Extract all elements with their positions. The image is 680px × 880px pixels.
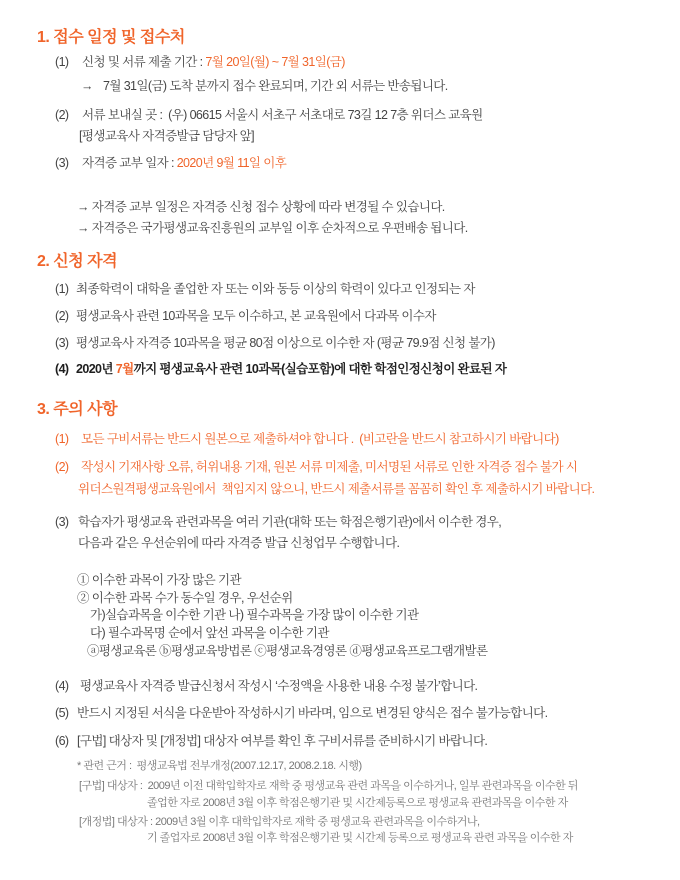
issue-date-item xyxy=(55,154,286,172)
eligibility-item xyxy=(55,280,475,298)
note-text: → 자격증은 국가평생교육진흥원의 교부일 이후 순차적으로 우편배송 됩니다. xyxy=(77,221,468,235)
required-course-order xyxy=(87,642,487,660)
item-number: (4) xyxy=(55,362,69,376)
item-text: 2020년 xyxy=(76,362,113,376)
note-text: → 자격증 교부 일정은 자격증 신청 접수 상황에 따라 변경될 수 있습니다. xyxy=(77,200,445,214)
footnote-text: 2009년 3월 이후 대학입학자로 재학 중 평생교육 관련과목을 이수하거나, xyxy=(155,816,480,828)
item-text: 까지 평생교육사 관련 10과목(실습포함)에 대한 학점인정신청이 완료된 자 xyxy=(133,362,507,376)
item-number: (6) xyxy=(55,734,69,748)
footnote-text: 졸업한 자로 2008년 3월 이후 학점은행기관 및 시간제등록으로 평생교육 관련과목을 이수한 자 xyxy=(147,797,568,809)
issue-date-value: 2020년 9월 11일 이후 xyxy=(176,156,287,170)
caution-item xyxy=(55,732,487,750)
application-period-item xyxy=(55,53,345,71)
item-number: (1) xyxy=(55,282,69,296)
issue-date-label: 자격증 교부 일자 : xyxy=(82,156,174,170)
item-text: 모든 구비서류는 반드시 원본으로 제출하셔야 합니다 . (비고란을 반드시 참고하시기 바랍니다) xyxy=(81,432,559,446)
delivery-note xyxy=(77,219,468,237)
issue-schedule-note xyxy=(77,198,445,216)
caution-item-continuation xyxy=(78,534,399,552)
recipient-text: [평생교육사 자격증발급 담당자 앞] xyxy=(79,129,255,143)
footnote-text: 2009년 이전 대학입학자로 재학 중 평생교육 관련 과목을 이수하거나, 일부 관련과목을 이수한 뒤 xyxy=(147,780,578,792)
item-number: (2) xyxy=(55,309,69,323)
item-text: 다음과 같은 우선순위에 따라 자격증 발급 신청업무 수행합니다. xyxy=(78,536,400,550)
section-heading-schedule: 1. 접수 일정 및 접수처 xyxy=(37,29,185,46)
new-law-label: [개정법] 대상자 : xyxy=(79,816,153,828)
item-number: (2) xyxy=(55,460,69,474)
priority-text: 가)실습과목을 이수한 기관 나) 필수과목을 가장 많이 이수한 기관 xyxy=(90,608,419,622)
item-number: (1) xyxy=(55,55,69,69)
item-text: 반드시 지정된 서식을 다운받아 작성하시기 바라며, 임으로 변경된 양식은 접수 불가능합니다. xyxy=(77,706,548,720)
item-text: 평생교육사 자격증 10과목을 평균 80점 이상으로 이수한 자 (평균 79.9점 신청 불가) xyxy=(76,336,495,350)
caution-item xyxy=(55,704,548,722)
item-number: (1) xyxy=(55,432,69,446)
priority-text: ① 이수한 과목이 가장 많은 기관 xyxy=(77,573,241,587)
item-number: (3) xyxy=(55,156,69,170)
old-law-label: [구법] 대상자 : xyxy=(79,780,143,792)
item-text: 평생교육사 관련 10과목을 모두 이수하고, 본 교육원에서 다과목 이수자 xyxy=(76,309,436,323)
mailing-recipient xyxy=(79,127,254,145)
priority-rule xyxy=(77,571,241,589)
item-number: (3) xyxy=(55,515,69,529)
priority-rule xyxy=(77,589,293,607)
legal-basis-note xyxy=(77,759,362,773)
item-text: [구법] 대상자 및 [개정법] 대상자 여부를 확인 후 구비서류를 준비하시기 바랍니다. xyxy=(77,734,488,748)
item-text: 최종학력이 대학을 졸업한 자 또는 이와 동등 이상의 학력이 있다고 인정되는 자 xyxy=(76,282,475,296)
footnote-text: 기 졸업자로 2008년 3월 이후 학점은행기관 및 시간제 등록으로 평생교육 관련 과목을 이수한 자 xyxy=(147,832,573,844)
caution-item-continuation xyxy=(78,480,594,498)
deadline-month-highlight: 7월 xyxy=(115,362,134,376)
priority-text: 다) 필수과목명 순에서 앞선 과목을 이수한 기관 xyxy=(90,626,329,640)
item-text: 위더스원격평생교육원에서 책임지지 않으니, 반드시 제출서류를 꼼꼼히 확인 후 제출하시기 바랍니다. xyxy=(78,482,595,496)
priority-subrule xyxy=(90,624,329,642)
item-number: (4) xyxy=(55,679,69,693)
section-heading-eligibility: 2. 신청 자격 xyxy=(37,253,118,270)
item-number: (3) xyxy=(55,336,69,350)
application-period-note xyxy=(81,77,448,95)
item-number: (2) xyxy=(55,108,69,122)
mailing-address-item xyxy=(55,106,483,124)
mailing-address-value: (우) 06615 서울시 서초구 서초대로 73길 12 7층 위더스 교육원 xyxy=(165,108,483,122)
eligibility-item xyxy=(55,307,436,325)
priority-subrule xyxy=(90,606,418,624)
mailing-address-label: 서류 보내실 곳 : xyxy=(82,108,163,122)
eligibility-item xyxy=(55,360,506,378)
item-text: 학습자가 평생교육 관련과목을 여러 기관(대학 또는 학점은행기관)에서 이수한 경우, xyxy=(78,515,502,529)
priority-text: ② 이수한 과목 수가 동수일 경우, 우선순위 xyxy=(77,591,293,605)
note-text: 7월 31일(금) 도착 분까지 접수 완료되며, 기간 외 서류는 반송됩니다. xyxy=(103,79,448,93)
eligibility-item xyxy=(55,334,495,352)
new-law-definition xyxy=(79,815,480,829)
caution-item xyxy=(55,430,559,448)
item-text: 평생교육사 자격증 발급신청서 작성시 ‘수정액을 사용한 내용 수정 불가’합니다. xyxy=(80,679,478,693)
priority-text: ⓐ평생교육론 ⓑ평생교육방법론 ⓒ평생교육경영론 ⓓ평생교육프로그램개발론 xyxy=(87,644,488,658)
footnote-text: * 관련 근거 : 평생교육법 전부개정(2007.12.17, 2008.2.18. 시행) xyxy=(77,760,362,772)
arrow-right-icon: → xyxy=(81,79,93,93)
item-number: (5) xyxy=(55,706,69,720)
old-law-definition-continuation xyxy=(147,796,568,810)
item-text: 작성시 기재사항 오류, 허위내용 기재, 원본 서류 미제출, 미서명된 서류로 인한 자격증 접수 불가 시 xyxy=(81,460,578,474)
old-law-definition xyxy=(79,779,578,793)
application-period-value: 7월 20일(월) ~ 7월 31일(금) xyxy=(205,55,345,69)
caution-item xyxy=(55,513,501,531)
new-law-definition-continuation xyxy=(147,831,573,845)
application-period-label: 신청 및 서류 제출 기간 : xyxy=(82,55,203,69)
caution-item xyxy=(55,677,477,695)
caution-item xyxy=(55,458,577,476)
section-heading-cautions: 3. 주의 사항 xyxy=(37,401,118,418)
